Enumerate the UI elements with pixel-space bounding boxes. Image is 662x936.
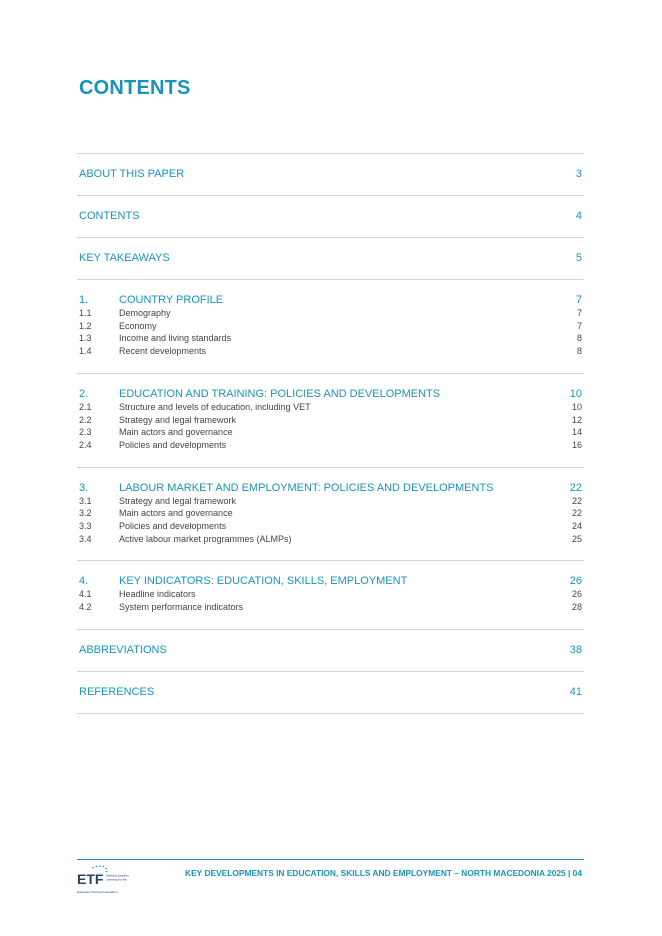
toc-subentry-page[interactable]: 28 bbox=[571, 602, 582, 613]
toc-chapter-number: 3. bbox=[79, 481, 89, 494]
toc-entry-key-takeaways[interactable] bbox=[77, 237, 584, 279]
toc-subentry-page[interactable]: 8 bbox=[576, 333, 582, 344]
toc-subentry[interactable] bbox=[77, 345, 584, 358]
toc-subentry[interactable] bbox=[77, 307, 584, 320]
toc-subentry-number: 4.2 bbox=[79, 602, 92, 613]
toc-subentry[interactable] bbox=[77, 588, 584, 601]
toc-subentry-page[interactable]: 16 bbox=[571, 439, 582, 450]
toc-chapter-label[interactable]: COUNTRY PROFILE bbox=[119, 294, 224, 306]
toc-subentry-number: 1.1 bbox=[79, 308, 92, 318]
toc-entry-label[interactable]: ABBREVIATIONS bbox=[79, 643, 167, 656]
toc-chapter-heading[interactable] bbox=[77, 575, 584, 588]
toc-subentry-page[interactable]: 7 bbox=[576, 320, 582, 331]
toc-chapter-label[interactable]: LABOUR MARKET AND EMPLOYMENT: POLICIES AND DEVELOPMENTS bbox=[119, 481, 494, 494]
toc-entry-label[interactable]: KEY TAKEAWAYS bbox=[79, 252, 170, 264]
toc-subentry[interactable] bbox=[77, 439, 584, 452]
etf-logo bbox=[77, 864, 129, 896]
toc-subentry[interactable] bbox=[77, 414, 584, 427]
toc-chapter-page[interactable]: 22 bbox=[569, 481, 582, 494]
toc-subentry-label[interactable]: Recent developments bbox=[119, 346, 207, 357]
toc-chapter-3 bbox=[77, 467, 584, 561]
toc-subentry-label[interactable]: Strategy and legal framework bbox=[119, 414, 237, 425]
toc-chapter-page[interactable]: 26 bbox=[569, 575, 582, 588]
logo-wordmark: ETF bbox=[77, 871, 104, 887]
toc-subentry-number: 4.1 bbox=[79, 589, 92, 600]
toc-chapter-label[interactable]: EDUCATION AND TRAINING: POLICIES AND DEVELOPMENTS bbox=[119, 387, 441, 400]
toc-entry-label[interactable]: CONTENTS bbox=[79, 210, 140, 222]
toc-chapter-page[interactable]: 7 bbox=[575, 294, 582, 306]
toc-subentry[interactable] bbox=[77, 426, 584, 439]
toc-chapter-page[interactable]: 10 bbox=[569, 387, 582, 400]
toc-subentry-label[interactable]: Structure and levels of education, including VET bbox=[119, 401, 311, 412]
toc-subentry-page[interactable]: 25 bbox=[571, 533, 582, 544]
toc-subentry[interactable] bbox=[77, 401, 584, 414]
toc-subentry[interactable] bbox=[77, 320, 584, 333]
toc-subentry-page[interactable]: 26 bbox=[571, 589, 582, 600]
toc-chapter-heading[interactable] bbox=[77, 294, 584, 307]
toc-subentry-label[interactable]: Strategy and legal framework bbox=[119, 495, 237, 506]
toc-chapter-number: 1. bbox=[79, 294, 89, 306]
toc-subentry-label[interactable]: Policies and developments bbox=[119, 521, 227, 532]
toc-entry-label[interactable]: ABOUT THIS PAPER bbox=[79, 168, 185, 180]
toc-subentry[interactable] bbox=[77, 520, 584, 533]
toc-subentry-number: 3.4 bbox=[79, 533, 92, 544]
toc-chapter-4 bbox=[77, 560, 584, 628]
toc-subentry-page[interactable]: 10 bbox=[571, 401, 582, 412]
toc-subentry-label[interactable]: System performance indicators bbox=[119, 602, 244, 613]
toc-entry-page[interactable]: 3 bbox=[575, 168, 582, 180]
toc-subentry[interactable] bbox=[77, 332, 584, 345]
toc-subentry-page[interactable]: 8 bbox=[576, 346, 582, 357]
toc-subentry[interactable] bbox=[77, 507, 584, 520]
toc-subentry-page[interactable]: 22 bbox=[571, 508, 582, 519]
toc-subentry-number: 2.1 bbox=[79, 401, 92, 412]
toc-subentry-page[interactable]: 7 bbox=[576, 308, 582, 318]
toc-subentry-number: 3.1 bbox=[79, 495, 92, 506]
toc-entry-references[interactable] bbox=[77, 671, 584, 714]
toc-entry-page[interactable]: 41 bbox=[569, 685, 582, 698]
toc-subentry-page[interactable]: 24 bbox=[571, 521, 582, 532]
toc-entry-label[interactable]: REFERENCES bbox=[79, 685, 155, 698]
toc-subentry[interactable] bbox=[77, 495, 584, 508]
toc-subentry[interactable] bbox=[77, 533, 584, 546]
toc-entry-about[interactable] bbox=[77, 153, 584, 195]
toc-subentry-number: 1.3 bbox=[79, 333, 92, 344]
toc-chapter-label[interactable]: KEY INDICATORS: EDUCATION, SKILLS, EMPLOYMENT bbox=[119, 575, 408, 588]
toc-entry-abbreviations[interactable] bbox=[77, 629, 584, 671]
toc-chapter-number: 2. bbox=[79, 387, 89, 400]
toc-subentry-label[interactable]: Active labour market programmes (ALMPs) bbox=[119, 533, 292, 544]
footer-running-title: KEY DEVELOPMENTS IN EDUCATION, SKILLS AND EMPLOYMENT – NORTH MACEDONIA 2025 | 04 bbox=[185, 868, 582, 878]
toc-chapter-2 bbox=[77, 373, 584, 467]
toc-subentry-number: 1.2 bbox=[79, 320, 92, 331]
toc-entry-page[interactable]: 5 bbox=[575, 252, 582, 264]
toc-subentry-label[interactable]: Income and living standards bbox=[119, 333, 232, 344]
toc-chapter-1 bbox=[77, 279, 584, 373]
toc-subentry-label[interactable]: Headline indicators bbox=[119, 589, 196, 600]
toc-entry-contents[interactable] bbox=[77, 195, 584, 237]
logo-tagline-1: Working together bbox=[106, 873, 129, 878]
toc-subentry-label[interactable]: Demography bbox=[119, 308, 171, 318]
toc-subentry[interactable] bbox=[77, 601, 584, 614]
toc-subentry-label[interactable]: Main actors and governance bbox=[119, 508, 233, 519]
toc-entry-page[interactable]: 4 bbox=[575, 210, 582, 222]
page-title: CONTENTS bbox=[79, 77, 191, 99]
table-of-contents bbox=[77, 153, 584, 714]
toc-subentry-page[interactable]: 14 bbox=[571, 427, 582, 438]
toc-subentry-number: 3.2 bbox=[79, 508, 92, 519]
toc-chapter-number: 4. bbox=[79, 575, 89, 588]
toc-subentry-number: 2.3 bbox=[79, 427, 92, 438]
toc-subentry-label[interactable]: Policies and developments bbox=[119, 439, 227, 450]
toc-subentry-page[interactable]: 22 bbox=[571, 495, 582, 506]
page-footer bbox=[77, 859, 584, 896]
toc-subentry-number: 2.4 bbox=[79, 439, 92, 450]
toc-chapter-heading[interactable] bbox=[77, 388, 584, 401]
toc-subentry-number: 3.3 bbox=[79, 521, 92, 532]
toc-chapter-heading[interactable] bbox=[77, 482, 584, 495]
toc-subentry-label[interactable]: Main actors and governance bbox=[119, 427, 233, 438]
logo-tagline-2: Learning for life bbox=[106, 877, 127, 882]
logo-org-name: European Training Foundation bbox=[77, 890, 118, 894]
toc-subentry-number: 2.2 bbox=[79, 414, 92, 425]
toc-subentry-number: 1.4 bbox=[79, 346, 92, 357]
toc-subentry-label[interactable]: Economy bbox=[119, 320, 157, 331]
toc-subentry-page[interactable]: 12 bbox=[571, 414, 582, 425]
toc-entry-page[interactable]: 38 bbox=[569, 643, 582, 656]
